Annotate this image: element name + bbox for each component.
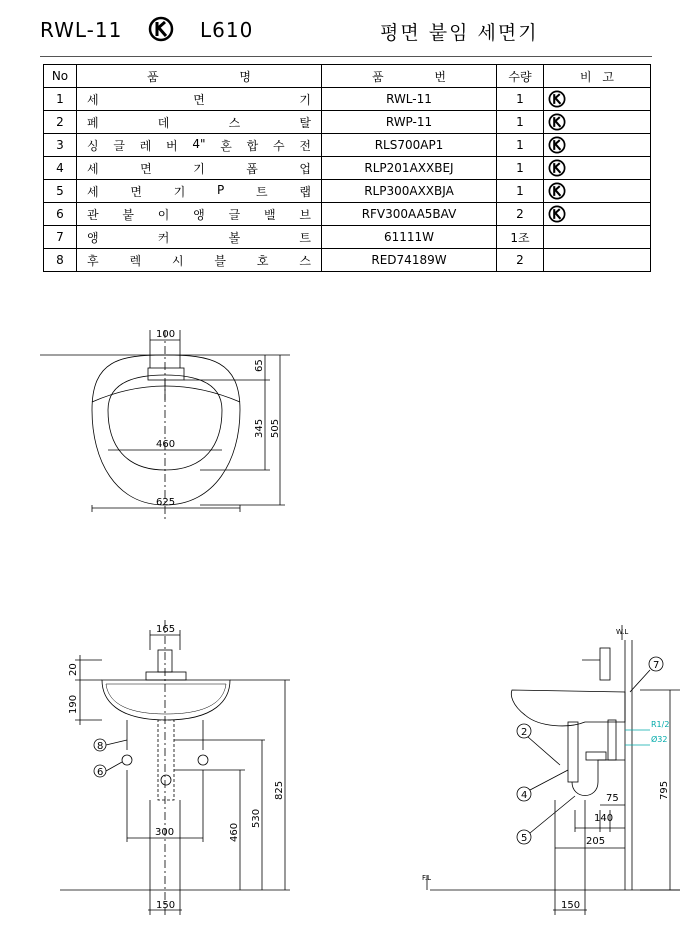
row-part: RLP201AXXBEJ bbox=[322, 157, 497, 180]
name-char: 관 bbox=[87, 207, 99, 222]
callout-8: 8 bbox=[97, 741, 104, 752]
front-view bbox=[60, 620, 290, 915]
name-char: 커 bbox=[157, 230, 170, 245]
dim-795: 795 bbox=[659, 780, 670, 800]
dim-190: 190 bbox=[68, 694, 79, 714]
name-char: 전 bbox=[299, 138, 311, 153]
callout-2: 2 bbox=[521, 727, 528, 738]
label-wl: W.L bbox=[616, 628, 629, 636]
row-no: 6 bbox=[44, 203, 77, 226]
label-fl: F.L bbox=[422, 874, 432, 882]
dim-100: 100 bbox=[156, 329, 176, 340]
name-char: 레 bbox=[139, 138, 152, 153]
row-qty: 1 bbox=[497, 88, 544, 111]
name-char: 시 bbox=[171, 253, 184, 268]
row-no: 2 bbox=[44, 111, 77, 134]
row-qty: 1 bbox=[497, 111, 544, 134]
dim-460: 460 bbox=[229, 822, 240, 842]
dim-140: 140 bbox=[594, 813, 614, 824]
dim-530: 530 bbox=[251, 808, 262, 828]
name-char: 브 bbox=[299, 207, 311, 222]
name-char: 앵 bbox=[87, 230, 99, 245]
dim-165: 165 bbox=[156, 624, 176, 635]
name-char: 면 bbox=[193, 92, 205, 107]
dim-20: 20 bbox=[68, 663, 79, 676]
row-no: 8 bbox=[44, 249, 77, 272]
name-char: 폽 bbox=[246, 161, 258, 176]
label-d32: Ø32 bbox=[651, 735, 668, 744]
name-char: 앵 bbox=[193, 207, 205, 222]
dim-460: 460 bbox=[156, 439, 176, 450]
name-char: 트 bbox=[256, 184, 268, 199]
row-part: RED74189W bbox=[322, 249, 497, 272]
dim-150-side: 150 bbox=[561, 900, 581, 911]
label-r12: R1/2 bbox=[651, 720, 670, 729]
name-char: 랩 bbox=[299, 184, 311, 199]
name-char: 합 bbox=[246, 138, 259, 153]
row-qty: 2 bbox=[497, 249, 544, 272]
dim-75: 75 bbox=[606, 793, 619, 804]
col-no: No bbox=[44, 65, 77, 88]
dim-65: 65 bbox=[254, 359, 265, 372]
row-no: 4 bbox=[44, 157, 77, 180]
name-char: 글 bbox=[113, 138, 125, 153]
name-char: 탈 bbox=[299, 115, 311, 130]
name-char: 스 bbox=[299, 253, 311, 268]
name-char: 면 bbox=[140, 161, 152, 176]
callout-4: 4 bbox=[521, 790, 528, 801]
row-no: 1 bbox=[44, 88, 77, 111]
row-part: RLS700AP1 bbox=[322, 134, 497, 157]
side-view bbox=[427, 625, 680, 915]
row-qty: 1 bbox=[497, 180, 544, 203]
name-char: 페 bbox=[87, 115, 99, 130]
name-char: 붙 bbox=[122, 207, 134, 222]
name-char: 밸 bbox=[263, 207, 276, 222]
col-name: 품 명 bbox=[77, 65, 322, 88]
name-char: 4" bbox=[192, 136, 206, 151]
callout-5: 5 bbox=[521, 833, 528, 844]
name-char: 버 bbox=[166, 138, 178, 153]
row-part: RWL-11 bbox=[322, 88, 497, 111]
row-qty: 1조 bbox=[497, 226, 544, 249]
name-char: 세 bbox=[87, 92, 99, 107]
dim-150: 150 bbox=[156, 900, 176, 911]
series-code: L610 bbox=[200, 18, 254, 42]
dim-300: 300 bbox=[155, 827, 175, 838]
dim-825: 825 bbox=[274, 780, 285, 800]
name-char: 업 bbox=[299, 161, 311, 176]
name-char: 혼 bbox=[220, 138, 232, 153]
name-char: 이 bbox=[157, 207, 170, 222]
name-char: P bbox=[217, 182, 225, 197]
name-char: 기 bbox=[299, 92, 311, 107]
row-part: RFV300AA5BAV bbox=[322, 203, 497, 226]
col-part: 품 번 bbox=[322, 65, 497, 88]
name-char: 싱 bbox=[87, 138, 99, 153]
row-part: RLP300AXXBJA bbox=[322, 180, 497, 203]
callout-6: 6 bbox=[97, 767, 104, 778]
name-char: 트 bbox=[299, 230, 311, 245]
name-char: 볼 bbox=[228, 230, 241, 245]
name-char: 스 bbox=[228, 115, 241, 130]
name-char: 렉 bbox=[129, 253, 142, 268]
name-char: 수 bbox=[272, 138, 285, 153]
name-char: 세 bbox=[87, 184, 99, 199]
row-qty: 1 bbox=[497, 157, 544, 180]
name-char: 세 bbox=[87, 161, 99, 176]
row-no: 7 bbox=[44, 226, 77, 249]
dim-505: 505 bbox=[270, 418, 281, 438]
dim-205: 205 bbox=[586, 836, 606, 847]
col-qty: 수량 bbox=[497, 65, 544, 88]
callout-7: 7 bbox=[653, 660, 660, 671]
row-qty: 1 bbox=[497, 134, 544, 157]
dim-625: 625 bbox=[156, 497, 176, 508]
name-char: 후 bbox=[87, 253, 99, 268]
row-part: 61111W bbox=[322, 226, 497, 249]
name-char: 글 bbox=[228, 207, 241, 222]
row-no: 5 bbox=[44, 180, 77, 203]
page-title: 평면 붙임 세면기 bbox=[380, 22, 539, 44]
name-char: 기 bbox=[193, 161, 205, 176]
name-char: 호 bbox=[256, 253, 269, 268]
top-view bbox=[40, 330, 290, 520]
row-qty: 2 bbox=[497, 203, 544, 226]
dim-345: 345 bbox=[254, 418, 265, 438]
row-part: RWP-11 bbox=[322, 111, 497, 134]
name-char: 면 bbox=[130, 184, 142, 199]
name-char: 기 bbox=[173, 184, 186, 199]
col-note: 비 고 bbox=[544, 65, 651, 88]
name-char: 데 bbox=[157, 115, 170, 130]
name-char: 블 bbox=[214, 253, 226, 268]
row-no: 3 bbox=[44, 134, 77, 157]
model-code: RWL-11 bbox=[40, 18, 123, 42]
